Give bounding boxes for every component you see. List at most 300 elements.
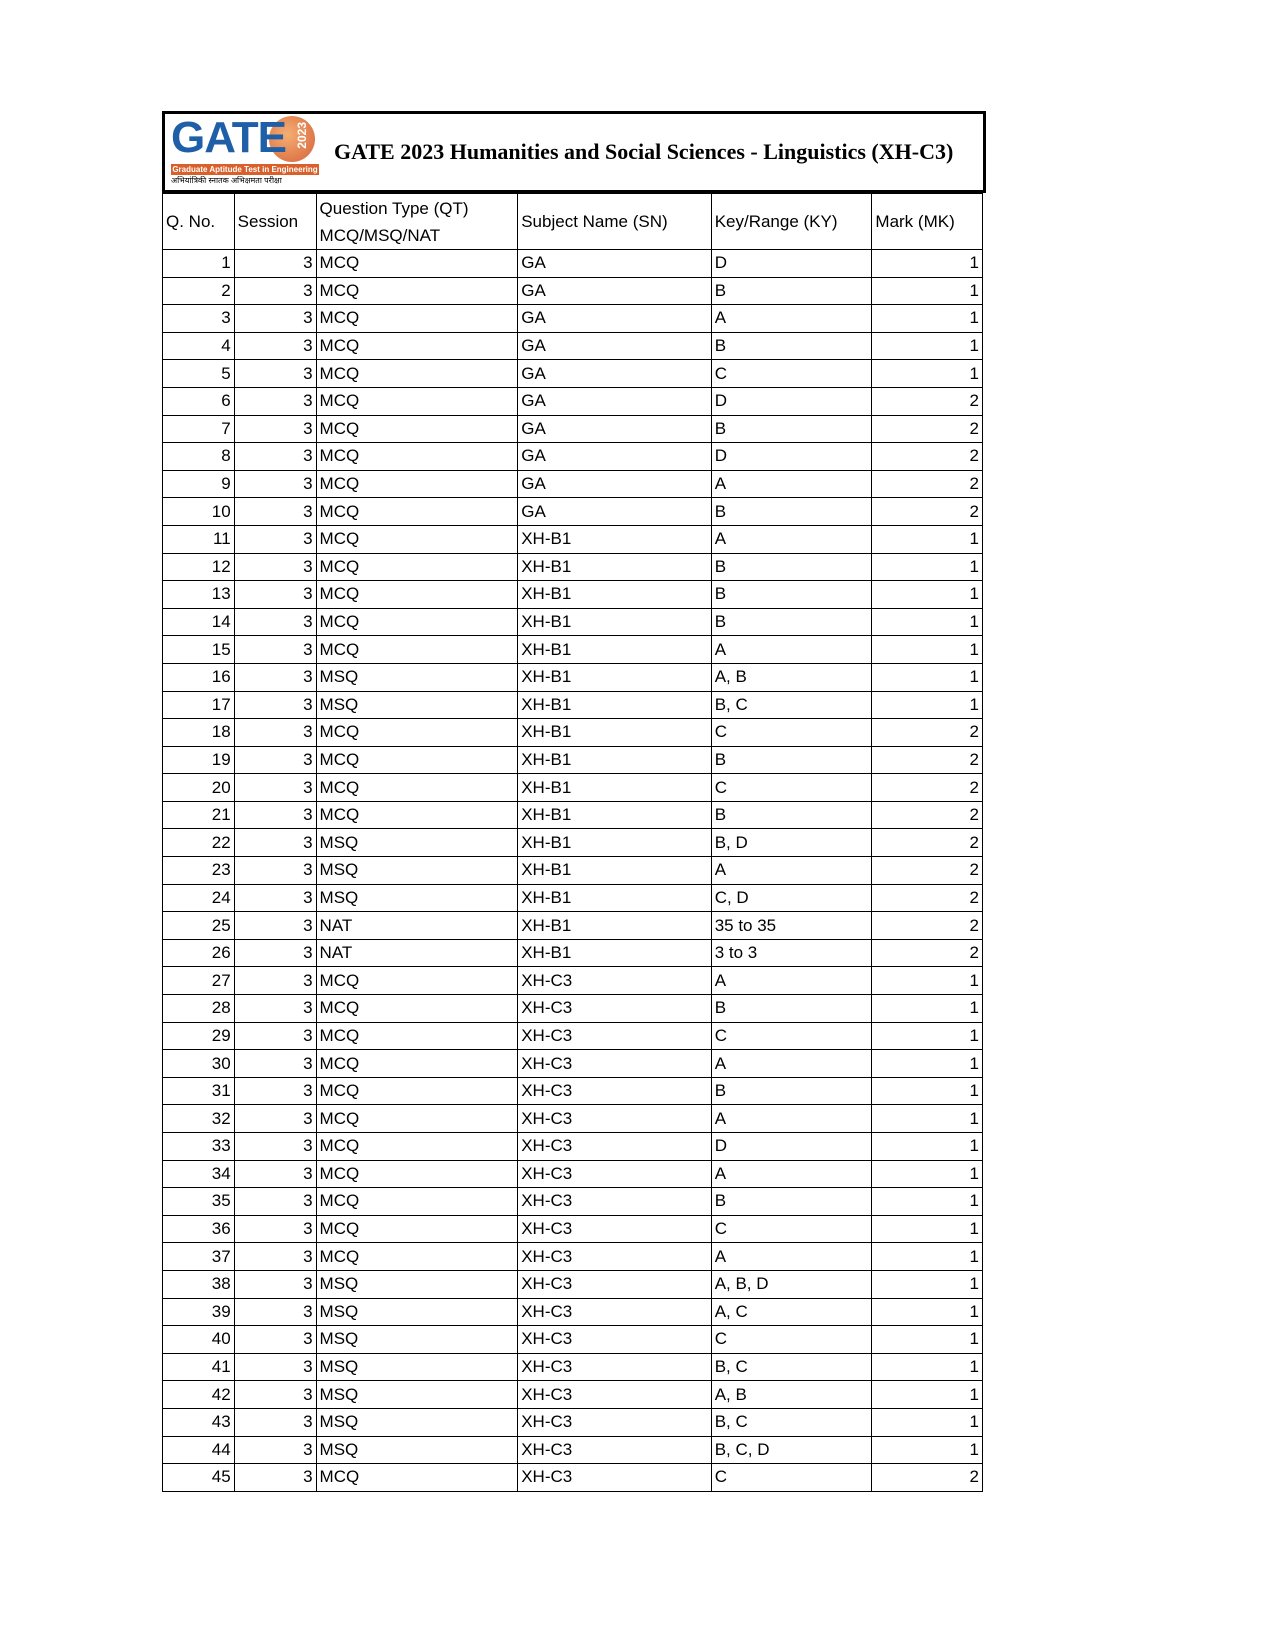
cell-mark: 1 [872,553,983,581]
cell-question-type: MCQ [316,1077,518,1105]
column-header-session: Session [234,194,316,250]
cell-session: 3 [234,332,316,360]
cell-key: B [711,415,872,443]
cell-subject: GA [518,360,711,388]
cell-qno: 12 [163,553,235,581]
cell-question-type: MCQ [316,1215,518,1243]
cell-question-type: MCQ [316,1105,518,1133]
cell-question-type: MCQ [316,1188,518,1216]
cell-qno: 42 [163,1381,235,1409]
cell-question-type: MCQ [316,1022,518,1050]
cell-subject: XH-B1 [518,746,711,774]
cell-session: 3 [234,1050,316,1078]
cell-mark: 1 [872,1408,983,1436]
table-row [163,305,983,333]
table-row [163,525,983,553]
cell-qno: 27 [163,967,235,995]
cell-key: A [711,1105,872,1133]
cell-mark: 1 [872,250,983,278]
table-row [163,939,983,967]
cell-session: 3 [234,967,316,995]
cell-qno: 15 [163,636,235,664]
cell-mark: 2 [872,939,983,967]
cell-key: D [711,443,872,471]
cell-session: 3 [234,1215,316,1243]
cell-subject: XH-B1 [518,553,711,581]
cell-qno: 10 [163,498,235,526]
cell-subject: XH-C3 [518,1133,711,1161]
cell-question-type: MCQ [316,553,518,581]
cell-qno: 30 [163,1050,235,1078]
cell-qno: 29 [163,1022,235,1050]
cell-mark: 2 [872,387,983,415]
cell-key: A, C [711,1298,872,1326]
cell-question-type: MCQ [316,1050,518,1078]
cell-question-type: MSQ [316,1408,518,1436]
cell-qno: 34 [163,1160,235,1188]
cell-session: 3 [234,525,316,553]
table-row [163,581,983,609]
cell-key: B [711,608,872,636]
cell-question-type: MCQ [316,801,518,829]
cell-session: 3 [234,470,316,498]
cell-qno: 6 [163,387,235,415]
cell-subject: XH-C3 [518,1215,711,1243]
cell-session: 3 [234,277,316,305]
cell-mark: 2 [872,415,983,443]
cell-session: 3 [234,1381,316,1409]
cell-qno: 35 [163,1188,235,1216]
cell-question-type: MSQ [316,663,518,691]
cell-question-type: MSQ [316,691,518,719]
cell-qno: 22 [163,829,235,857]
cell-subject: XH-B1 [518,663,711,691]
cell-subject: XH-B1 [518,608,711,636]
cell-key: A, B [711,663,872,691]
cell-session: 3 [234,305,316,333]
table-row [163,1215,983,1243]
cell-qno: 31 [163,1077,235,1105]
cell-mark: 2 [872,801,983,829]
cell-question-type: MCQ [316,360,518,388]
cell-mark: 1 [872,332,983,360]
cell-qno: 9 [163,470,235,498]
cell-qno: 21 [163,801,235,829]
cell-qno: 23 [163,857,235,885]
cell-subject: XH-C3 [518,1270,711,1298]
cell-subject: XH-C3 [518,1077,711,1105]
cell-key: C [711,719,872,747]
cell-subject: XH-C3 [518,1298,711,1326]
cell-key: C [711,1464,872,1492]
cell-question-type: MSQ [316,1381,518,1409]
table-row [163,1353,983,1381]
cell-qno: 14 [163,608,235,636]
cell-qno: 24 [163,884,235,912]
cell-subject: XH-C3 [518,1464,711,1492]
cell-key: B [711,332,872,360]
cell-qno: 25 [163,912,235,940]
cell-session: 3 [234,1188,316,1216]
cell-mark: 1 [872,1160,983,1188]
logo-hindi-text: अभियांत्रिकी स्नातक अभिक्षमता परीक्षा [171,176,282,185]
cell-mark: 2 [872,912,983,940]
cell-session: 3 [234,1464,316,1492]
cell-mark: 2 [872,470,983,498]
cell-session: 3 [234,939,316,967]
cell-key: A [711,857,872,885]
cell-subject: XH-B1 [518,525,711,553]
cell-qno: 41 [163,1353,235,1381]
cell-key: C [711,1326,872,1354]
cell-qno: 7 [163,415,235,443]
cell-session: 3 [234,1243,316,1271]
cell-key: C, D [711,884,872,912]
cell-subject: XH-B1 [518,636,711,664]
cell-key: B [711,995,872,1023]
cell-subject: XH-B1 [518,801,711,829]
cell-subject: XH-B1 [518,939,711,967]
cell-subject: GA [518,387,711,415]
table-row [163,332,983,360]
cell-subject: XH-C3 [518,1188,711,1216]
cell-mark: 1 [872,1270,983,1298]
cell-subject: XH-C3 [518,1381,711,1409]
cell-mark: 2 [872,443,983,471]
cell-subject: GA [518,415,711,443]
cell-key: B, D [711,829,872,857]
cell-session: 3 [234,829,316,857]
cell-question-type: MSQ [316,1353,518,1381]
cell-subject: XH-B1 [518,691,711,719]
cell-mark: 2 [872,774,983,802]
cell-subject: XH-C3 [518,1160,711,1188]
cell-question-type: NAT [316,912,518,940]
cell-session: 3 [234,746,316,774]
cell-question-type: MCQ [316,250,518,278]
cell-question-type: MCQ [316,967,518,995]
cell-question-type: MCQ [316,470,518,498]
cell-mark: 2 [872,498,983,526]
cell-qno: 33 [163,1133,235,1161]
table-row [163,1160,983,1188]
cell-qno: 39 [163,1298,235,1326]
cell-key: 35 to 35 [711,912,872,940]
cell-question-type: MCQ [316,1160,518,1188]
cell-session: 3 [234,387,316,415]
cell-key: D [711,387,872,415]
cell-subject: GA [518,443,711,471]
cell-session: 3 [234,443,316,471]
cell-question-type: MSQ [316,1436,518,1464]
cell-qno: 26 [163,939,235,967]
cell-mark: 1 [872,1215,983,1243]
logo-band: Graduate Aptitude Test in Engineering [172,165,318,174]
cell-session: 3 [234,415,316,443]
cell-session: 3 [234,1326,316,1354]
cell-mark: 1 [872,1188,983,1216]
cell-session: 3 [234,1077,316,1105]
cell-question-type: MSQ [316,1298,518,1326]
cell-qno: 2 [163,277,235,305]
cell-subject: GA [518,470,711,498]
table-row [163,719,983,747]
cell-key: A, B [711,1381,872,1409]
answer-key-table [162,193,983,1492]
cell-question-type: MSQ [316,1326,518,1354]
cell-session: 3 [234,553,316,581]
table-row [163,1436,983,1464]
cell-mark: 1 [872,1381,983,1409]
table-row [163,1326,983,1354]
cell-mark: 2 [872,719,983,747]
cell-subject: XH-C3 [518,1022,711,1050]
cell-qno: 45 [163,1464,235,1492]
cell-mark: 1 [872,277,983,305]
cell-question-type: MCQ [316,277,518,305]
cell-question-type: MCQ [316,387,518,415]
gate-logo [169,114,324,190]
table-row [163,498,983,526]
cell-mark: 2 [872,1464,983,1492]
column-header-key: Key/Range (KY) [711,194,872,250]
cell-question-type: MSQ [316,857,518,885]
table-row [163,663,983,691]
table-row [163,1105,983,1133]
cell-key: A [711,525,872,553]
cell-mark: 1 [872,691,983,719]
cell-key: B [711,498,872,526]
table-row [163,415,983,443]
table-row [163,801,983,829]
cell-subject: XH-B1 [518,884,711,912]
cell-subject: XH-B1 [518,857,711,885]
cell-subject: GA [518,498,711,526]
cell-subject: XH-C3 [518,1408,711,1436]
cell-qno: 43 [163,1408,235,1436]
cell-question-type: MCQ [316,1464,518,1492]
cell-mark: 1 [872,525,983,553]
cell-session: 3 [234,857,316,885]
cell-question-type: MCQ [316,305,518,333]
table-row [163,967,983,995]
cell-question-type: MCQ [316,608,518,636]
cell-key: C [711,774,872,802]
cell-key: B, C [711,1353,872,1381]
column-header-subject: Subject Name (SN) [518,194,711,250]
cell-question-type: MSQ [316,829,518,857]
cell-session: 3 [234,995,316,1023]
cell-mark: 2 [872,746,983,774]
cell-key: B [711,581,872,609]
cell-key: A [711,1243,872,1271]
cell-qno: 18 [163,719,235,747]
cell-mark: 1 [872,967,983,995]
table-row [163,995,983,1023]
cell-subject: XH-B1 [518,829,711,857]
cell-qno: 8 [163,443,235,471]
cell-subject: XH-B1 [518,719,711,747]
cell-mark: 1 [872,305,983,333]
cell-question-type: MCQ [316,636,518,664]
cell-mark: 1 [872,1022,983,1050]
cell-qno: 32 [163,1105,235,1133]
cell-session: 3 [234,1105,316,1133]
table-row [163,360,983,388]
cell-qno: 4 [163,332,235,360]
table-row [163,277,983,305]
cell-key: B, C, D [711,1436,872,1464]
cell-key: B [711,801,872,829]
cell-key: C [711,1215,872,1243]
cell-key: B [711,277,872,305]
cell-qno: 44 [163,1436,235,1464]
table-row [163,746,983,774]
cell-session: 3 [234,884,316,912]
table-row [163,470,983,498]
cell-question-type: NAT [316,939,518,967]
cell-key: A [711,636,872,664]
table-row [163,1270,983,1298]
cell-question-type: MCQ [316,415,518,443]
cell-session: 3 [234,719,316,747]
cell-question-type: MCQ [316,995,518,1023]
cell-subject: XH-C3 [518,1353,711,1381]
table-row [163,387,983,415]
cell-qno: 17 [163,691,235,719]
cell-subject: GA [518,332,711,360]
table-row [163,608,983,636]
cell-mark: 1 [872,1133,983,1161]
cell-key: C [711,1022,872,1050]
table-row [163,1133,983,1161]
cell-session: 3 [234,912,316,940]
cell-question-type: MCQ [316,719,518,747]
page-title: GATE 2023 Humanities and Social Sciences - Linguistics (XH-C3) [334,139,954,164]
cell-mark: 1 [872,1326,983,1354]
cell-session: 3 [234,801,316,829]
cell-question-type: MCQ [316,774,518,802]
cell-session: 3 [234,1270,316,1298]
cell-subject: GA [518,305,711,333]
cell-question-type: MCQ [316,525,518,553]
table-row [163,1243,983,1271]
cell-session: 3 [234,1133,316,1161]
cell-key: B, C [711,1408,872,1436]
cell-qno: 16 [163,663,235,691]
cell-subject: XH-C3 [518,967,711,995]
question-type-line2: MCQ/MSQ/NAT [319,225,441,245]
table-header-row [163,194,983,250]
table-row [163,250,983,278]
table-row [163,1408,983,1436]
cell-subject: XH-B1 [518,912,711,940]
cell-key: B [711,746,872,774]
table-row [163,1188,983,1216]
cell-session: 3 [234,691,316,719]
cell-key: A [711,305,872,333]
table-row [163,1298,983,1326]
table-row [163,857,983,885]
cell-subject: GA [518,277,711,305]
cell-subject: XH-B1 [518,774,711,802]
question-type-line1: Question Type (QT) [319,198,469,218]
cell-mark: 2 [872,884,983,912]
cell-qno: 3 [163,305,235,333]
cell-question-type: MSQ [316,1270,518,1298]
cell-qno: 13 [163,581,235,609]
cell-subject: XH-B1 [518,581,711,609]
cell-mark: 1 [872,1298,983,1326]
table-row [163,636,983,664]
cell-mark: 1 [872,1050,983,1078]
column-header-qno: Q. No. [163,194,235,250]
cell-session: 3 [234,1022,316,1050]
table-row [163,443,983,471]
cell-mark: 2 [872,829,983,857]
cell-mark: 1 [872,995,983,1023]
cell-key: A [711,1050,872,1078]
cell-session: 3 [234,360,316,388]
cell-session: 3 [234,663,316,691]
cell-mark: 1 [872,360,983,388]
sheet-header [162,111,986,193]
cell-mark: 1 [872,581,983,609]
cell-key: B [711,553,872,581]
cell-key: A, B, D [711,1270,872,1298]
cell-session: 3 [234,1408,316,1436]
cell-session: 3 [234,1160,316,1188]
cell-qno: 38 [163,1270,235,1298]
table-row [163,1464,983,1492]
cell-subject: XH-C3 [518,995,711,1023]
cell-mark: 1 [872,636,983,664]
cell-session: 3 [234,636,316,664]
cell-session: 3 [234,581,316,609]
cell-session: 3 [234,608,316,636]
cell-subject: XH-C3 [518,1243,711,1271]
cell-key: A [711,1160,872,1188]
table-row [163,1381,983,1409]
cell-key: B, C [711,691,872,719]
cell-qno: 20 [163,774,235,802]
cell-qno: 37 [163,1243,235,1271]
cell-session: 3 [234,498,316,526]
cell-qno: 1 [163,250,235,278]
cell-session: 3 [234,1436,316,1464]
cell-mark: 1 [872,608,983,636]
cell-qno: 5 [163,360,235,388]
cell-mark: 1 [872,1077,983,1105]
cell-qno: 11 [163,525,235,553]
table-row [163,912,983,940]
table-row [163,774,983,802]
cell-key: A [711,967,872,995]
cell-question-type: MSQ [316,884,518,912]
table-row [163,1050,983,1078]
table-row [163,553,983,581]
cell-mark: 1 [872,1105,983,1133]
cell-session: 3 [234,774,316,802]
cell-question-type: MCQ [316,332,518,360]
cell-key: D [711,1133,872,1161]
cell-qno: 40 [163,1326,235,1354]
cell-session: 3 [234,1298,316,1326]
table-row [163,1077,983,1105]
cell-key: D [711,250,872,278]
logo-word: GATE [171,113,286,162]
cell-mark: 2 [872,857,983,885]
